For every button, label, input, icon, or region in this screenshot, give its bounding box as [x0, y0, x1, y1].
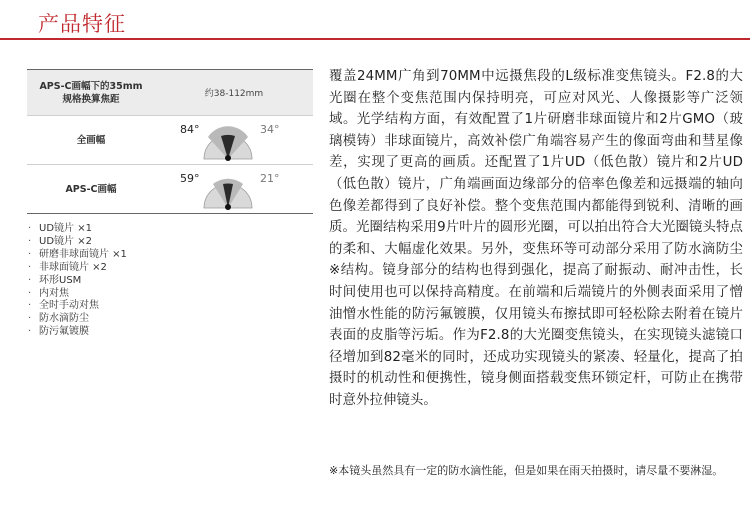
spec-table — [27, 69, 313, 214]
angle-wide-value: 59° — [180, 172, 200, 185]
focal-length-value: 约38-112mm — [155, 70, 313, 116]
angle-of-view-icon — [198, 170, 258, 210]
full-frame-label: 全画幅 — [27, 116, 155, 165]
feature-list — [28, 223, 127, 339]
list-item: · UD镜片 ×1 — [28, 223, 127, 236]
waterproof-note: ※本镜头虽然具有一定的防水滴性能，但是如果在雨天拍摄时，请尽量不要淋湿。 — [329, 464, 724, 477]
aps-c-angle — [155, 165, 313, 214]
list-item: · 研磨非球面镜片 ×1 — [28, 249, 127, 262]
product-description: 覆盖24MM广角到70MM中远摄焦段的L级标准变焦镜头。F2.8的大光圈在整个变焦范围内保持明亮，可应对风光、人像摄影等广泛领域。光学结构方面，有效配置了1片研磨非球面镜片和2片GMO（玻璃模铸）非球面镜片，高效补偿广角端容易产生的像面弯曲和彗星像差，实现了更高的画质。还配置了1片UD（低色散）镜片和2片UD（低色散）镜片，广角端画面边缘部分的倍率色像差和远摄端的轴向色像差都得到了良好补偿。整个变焦范围内都能得到锐利、清晰的画质。光圈结构采用9片叶片的圆形光圈，可以拍出符合大光圈镜头特点的柔和、大幅虚化效果。另外，变焦环等可动部分采用了防水滴防尘※结构。镜身部分的结构也得到强化，提高了耐振动、耐冲击性，长时间使用也可以保持高精度。在前端和后端镜片的外侧表面采用了憎油憎水性能的防污氟镀膜，仅用镜头布擦拭即可轻松除去附着在镜片表面的皮脂等污垢。作为F2.8的大光圈变焦镜头，在实现镜头滤镜口径增加到82毫米的同时，还成功实现镜头的紧凑、轻量化，提高了拍摄时的机动性和便携性，镜身侧面搭载变焦环锁定杆，可防止在携带时意外拉伸镜头。 — [329, 69, 743, 408]
list-item: · 防水滴防尘 — [28, 313, 127, 326]
table-row — [27, 70, 313, 116]
header-divider — [0, 38, 750, 40]
angle-tele-value: 21° — [260, 172, 280, 185]
angle-of-view-icon — [198, 121, 258, 161]
angle-wide-value: 84° — [180, 123, 200, 136]
list-item: · UD镜片 ×2 — [28, 236, 127, 249]
list-item: · 非球面镜片 ×2 — [28, 262, 127, 275]
angle-of-view-diagram — [156, 166, 312, 212]
list-item: · 环形USM — [28, 275, 127, 288]
focal-length-label-text: APS-C画幅下的35mm 规格换算焦距 — [39, 80, 143, 105]
angle-of-view-diagram — [156, 117, 312, 163]
full-frame-angle — [155, 116, 313, 165]
focal-length-label — [27, 70, 155, 116]
list-item: · 全时手动对焦 — [28, 300, 127, 313]
page-header — [0, 0, 750, 40]
list-item: · 内对焦 — [28, 288, 127, 301]
page-title: 产品特征 — [38, 12, 126, 36]
table-row — [27, 165, 313, 214]
aps-c-label: APS-C画幅 — [65, 183, 117, 195]
list-item: · 防污氟镀膜 — [28, 326, 127, 339]
angle-tele-value: 34° — [260, 123, 280, 136]
table-row — [27, 116, 313, 165]
